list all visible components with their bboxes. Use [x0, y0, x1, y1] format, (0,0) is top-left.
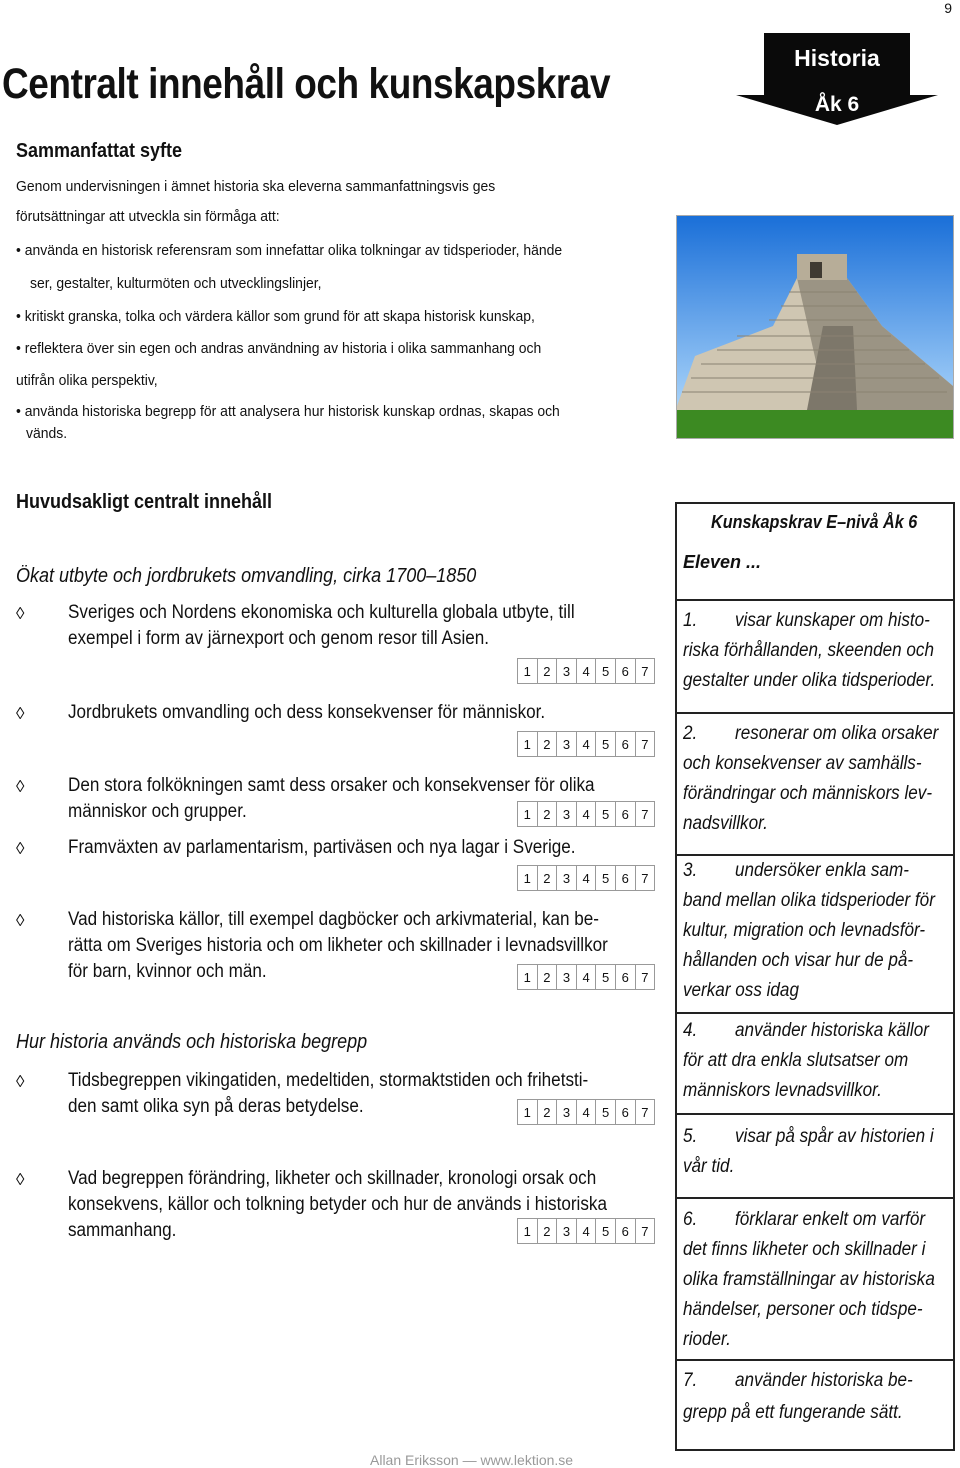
requirement-number: 4. — [683, 1020, 698, 1041]
scale-cell: 6 — [615, 865, 636, 891]
scale-cell: 7 — [635, 1218, 656, 1244]
scale-cell: 2 — [537, 801, 558, 827]
content-item-line: Sveriges och Nordens ekonomiska och kulturella globala utbyte, till — [68, 602, 575, 623]
scale-cell: 4 — [576, 865, 597, 891]
scale-cell: 1 — [517, 865, 538, 891]
purpose-line: utifrån olika perspektiv, — [16, 372, 158, 389]
scale-cell: 7 — [635, 865, 656, 891]
purpose-line: förutsättningar att utveckla sin förmåga att: — [16, 208, 280, 225]
requirement-line: band mellan olika tidsperioder för — [683, 890, 935, 911]
requirement-number: 7. — [683, 1370, 698, 1391]
scale-cell: 7 — [635, 658, 656, 684]
requirement-line: förklarar enkelt om varför — [735, 1209, 926, 1230]
scale-cell: 1 — [517, 964, 538, 990]
requirement-line: människors levnadsvillkor. — [683, 1080, 882, 1101]
requirement-line: visar på spår av historien i — [735, 1126, 934, 1147]
purpose-line: • reflektera över sin egen och andras användning av historia i olika sammanhang och — [16, 340, 542, 357]
requirement-number: 1. — [683, 610, 698, 631]
purpose-line: ser, gestalter, kulturmöten och utvecklingslinjer, — [30, 275, 322, 292]
content-item-line: människor och grupper. — [68, 801, 247, 822]
requirement-line: använder historiska källor — [735, 1020, 929, 1041]
requirement-box — [675, 1197, 955, 1361]
scale-cell: 5 — [595, 1099, 616, 1125]
scale-cell: 5 — [595, 1218, 616, 1244]
scale-cell: 5 — [595, 658, 616, 684]
scale-cell: 2 — [537, 1099, 558, 1125]
core-content-heading: Huvudsakligt centralt innehåll — [16, 491, 273, 513]
content-item-line: konsekvens, källor och tolkning betyder och hur de används i historiska — [68, 1194, 607, 1215]
requirement-line: grepp på ett fungerande sätt. — [683, 1402, 903, 1423]
diamond-bullet-icon: ◊ — [16, 839, 25, 858]
requirements-intro: Eleven ... — [683, 552, 762, 572]
page-number: 9 — [944, 0, 952, 16]
scale-cell: 1 — [517, 1099, 538, 1125]
scale-cell: 1 — [517, 801, 538, 827]
pyramid-photo — [676, 215, 954, 439]
diamond-bullet-icon: ◊ — [16, 604, 25, 623]
requirement-line: kultur, migration och levnadsför- — [683, 920, 926, 941]
requirement-number: 3. — [683, 860, 698, 881]
scale-cell: 3 — [556, 731, 577, 757]
badge-subject: Historia — [794, 45, 880, 71]
scale-cell: 7 — [635, 1099, 656, 1125]
requirement-box — [675, 1012, 955, 1115]
scale-cell: 6 — [615, 964, 636, 990]
scale-cell: 2 — [537, 731, 558, 757]
section-heading: Ökat utbyte och jordbrukets omvandling, cirka 1700–1850 — [16, 565, 477, 587]
requirement-box — [675, 599, 955, 714]
requirement-line: nadsvillkor. — [683, 813, 768, 834]
scale-cell: 6 — [615, 1099, 636, 1125]
content-item-line: Vad historiska källor, till exempel dagböcker och arkivmaterial, kan be- — [68, 909, 599, 930]
rating-scale — [518, 658, 655, 684]
scale-cell: 7 — [635, 964, 656, 990]
purpose-line: Genom undervisningen i ämnet historia ska eleverna sammanfattningsvis ges — [16, 178, 496, 195]
requirement-line: olika framställningar av historiska — [683, 1269, 935, 1290]
content-item-line: för barn, kvinnor och män. — [68, 961, 267, 982]
scale-cell: 3 — [556, 1099, 577, 1125]
requirement-line: för att dra enkla slutsatser om — [683, 1050, 909, 1071]
purpose-heading: Sammanfattat syfte — [16, 140, 183, 162]
purpose-line: • använda en historisk referensram som innefattar olika tolkningar av tidsperioder, hände — [16, 242, 563, 259]
scale-cell: 1 — [517, 1218, 538, 1244]
content-item-line: den samt olika syn på deras betydelse. — [68, 1096, 364, 1117]
badge-level: Åk 6 — [814, 93, 860, 116]
scale-cell: 5 — [595, 964, 616, 990]
scale-cell: 4 — [576, 801, 597, 827]
scale-cell: 4 — [576, 731, 597, 757]
scale-cell: 2 — [537, 658, 558, 684]
rating-scale — [518, 865, 655, 891]
requirement-line: gestalter under olika tidsperioder. — [683, 670, 936, 691]
scale-cell: 3 — [556, 865, 577, 891]
requirement-number: 2. — [683, 723, 698, 744]
rating-scale — [518, 731, 655, 757]
scale-cell: 3 — [556, 1218, 577, 1244]
requirement-number: 6. — [683, 1209, 698, 1230]
scale-cell: 3 — [556, 658, 577, 684]
scale-cell: 1 — [517, 658, 538, 684]
scale-cell: 5 — [595, 865, 616, 891]
content-item-line: Framväxten av parlamentarism, partiväsen och nya lagar i Sverige. — [68, 837, 576, 858]
scale-cell: 4 — [576, 1099, 597, 1125]
requirement-box — [675, 854, 955, 1014]
requirements-heading: Kunskapskrav E–nivå Åk 6 — [711, 512, 918, 532]
section-heading: Hur historia används och historiska begrepp — [16, 1031, 368, 1053]
scale-cell: 7 — [635, 801, 656, 827]
content-item-line: Vad begreppen förändring, likheter och skillnader, kronologi orsak och — [68, 1168, 597, 1189]
diamond-bullet-icon: ◊ — [16, 777, 25, 796]
requirement-line: det finns likheter och skillnader i — [683, 1239, 926, 1260]
diamond-bullet-icon: ◊ — [16, 911, 25, 930]
requirement-line: använder historiska be- — [735, 1370, 913, 1391]
diamond-bullet-icon: ◊ — [16, 1072, 25, 1091]
scale-cell: 7 — [635, 731, 656, 757]
scale-cell: 6 — [615, 731, 636, 757]
requirement-line: förändringar och människors lev- — [683, 783, 933, 804]
requirement-box — [675, 1359, 955, 1451]
rating-scale — [518, 964, 655, 990]
requirement-box — [675, 1113, 955, 1199]
rating-scale — [518, 1218, 655, 1244]
content-item-line: rätta om Sveriges historia och om likheter och skillnader i levnadsvillkor — [68, 935, 608, 956]
requirement-line: undersöker enkla sam- — [735, 860, 909, 881]
requirement-box — [675, 712, 955, 856]
content-item-line: Tidsbegreppen vikingatiden, medeltiden, stormaktstiden och frihetsti- — [68, 1070, 589, 1091]
diamond-bullet-icon: ◊ — [16, 704, 25, 723]
scale-cell: 2 — [537, 964, 558, 990]
subject-badge — [736, 33, 938, 125]
scale-cell: 1 — [517, 731, 538, 757]
scale-cell: 4 — [576, 964, 597, 990]
requirement-line: riska förhållanden, skeenden och — [683, 640, 934, 661]
scale-cell: 4 — [576, 658, 597, 684]
scale-cell: 3 — [556, 801, 577, 827]
content-item-line: Jordbrukets omvandling och dess konsekvenser för människor. — [68, 702, 546, 723]
scale-cell: 3 — [556, 964, 577, 990]
requirement-line: vår tid. — [683, 1156, 735, 1177]
scale-cell: 2 — [537, 1218, 558, 1244]
scale-cell: 2 — [537, 865, 558, 891]
footer-credit: Allan Eriksson — www.lektion.se — [370, 1452, 574, 1468]
purpose-line: vänds. — [26, 425, 68, 442]
scale-cell: 5 — [595, 731, 616, 757]
requirement-line: och konsekvenser av samhälls- — [683, 753, 922, 774]
content-item-line: Den stora folkökningen samt dess orsaker och konsekvenser för olika — [68, 775, 595, 796]
rating-scale — [518, 801, 655, 827]
page-title: Centralt innehåll och kunskapskrav — [2, 60, 611, 108]
requirement-line: händelser, personer och tidspe- — [683, 1299, 923, 1320]
scale-cell: 6 — [615, 801, 636, 827]
content-item-line: exempel i form av järnexport och genom resor till Asien. — [68, 628, 490, 649]
requirement-number: 5. — [683, 1126, 698, 1147]
scale-cell: 4 — [576, 1218, 597, 1244]
purpose-line: • kritiskt granska, tolka och värdera källor som grund för att skapa historisk kunskap, — [16, 308, 535, 325]
requirement-line: rioder. — [683, 1329, 731, 1350]
scale-cell: 6 — [615, 1218, 636, 1244]
requirement-line: verkar oss idag — [683, 980, 799, 1001]
scale-cell: 6 — [615, 658, 636, 684]
requirement-line: visar kunskaper om histo- — [735, 610, 930, 631]
requirement-line: hållanden och visar hur de på- — [683, 950, 914, 971]
scale-cell: 5 — [595, 801, 616, 827]
requirements-header-box — [675, 502, 955, 601]
rating-scale — [518, 1099, 655, 1125]
requirement-line: resonerar om olika orsaker — [735, 723, 939, 744]
diamond-bullet-icon: ◊ — [16, 1170, 25, 1189]
content-item-line: sammanhang. — [68, 1220, 177, 1241]
purpose-line: • använda historiska begrepp för att analysera hur historisk kunskap ordnas, skapas och — [16, 403, 560, 420]
